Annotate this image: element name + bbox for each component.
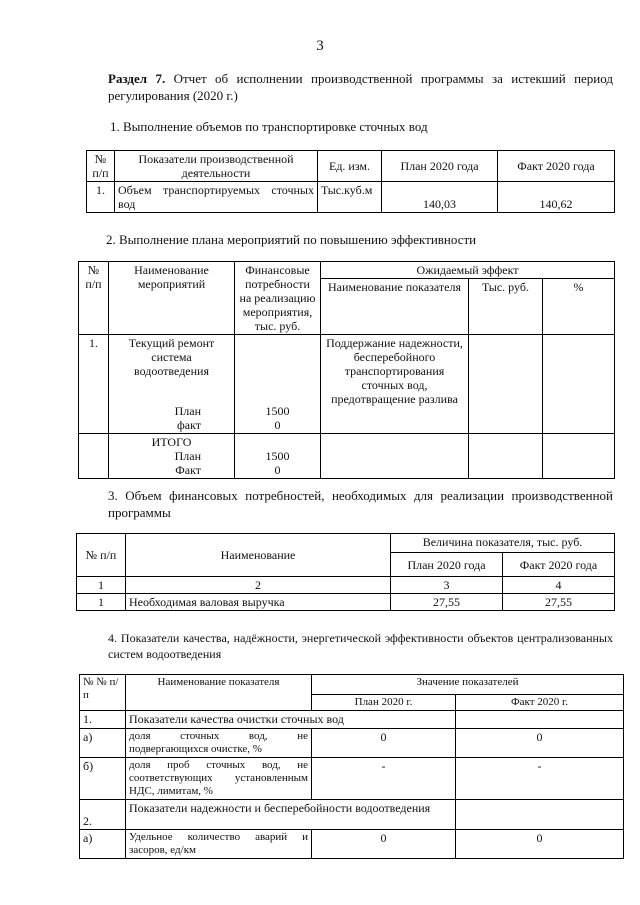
- t4-r3-name: доля проб сточных вод, не соответствующих установленным НДС, лимитам, %: [126, 758, 312, 800]
- t1-heading: 1. Выполнение объемов по транспортировке сточных вод: [110, 119, 428, 134]
- page-number: 3: [316, 38, 324, 54]
- section-title: [108, 70, 613, 104]
- t4-r5-name: Удельное количество аварий и засоров, ед/км: [126, 830, 312, 859]
- t4-r2-num: а): [80, 729, 126, 758]
- t1-h-num: № п/п: [87, 151, 115, 182]
- t2-total-fact-label: Факт: [175, 463, 201, 477]
- t2-r1-indicator: Поддержание надежности, бесперебойного транспортирования сточных вод, предотвращение разлива: [321, 335, 469, 434]
- t2-r1-fact-label: факт: [176, 418, 201, 432]
- t1-r-num: 1.: [87, 182, 115, 213]
- section-text: Отчет об исполнении производственной программы за истекший период регулирования (2020 г.): [108, 71, 614, 103]
- t1-r-fact: 140,62: [498, 182, 615, 213]
- t3-r-fact: 27,55: [503, 594, 615, 611]
- t1-table: [86, 150, 615, 213]
- t2-total-cell: [109, 434, 235, 479]
- t3-heading: 3. Объем финансовых потребностей, необходимых для реализации производственной программы: [108, 488, 613, 520]
- t3-idx-2: 2: [126, 577, 391, 594]
- t4-h-name: Наименование показателя: [126, 675, 312, 711]
- t3-r-plan: 27,55: [391, 594, 503, 611]
- t3-h-name: Наименование: [126, 534, 391, 577]
- t2-h-num: № п/п: [79, 262, 109, 335]
- t2-r1-plan-label: План: [174, 404, 201, 418]
- t4-r2-plan: 0: [312, 729, 456, 758]
- t2-h-percent: %: [543, 279, 615, 335]
- t3-h-fact: Факт 2020 года: [503, 553, 615, 577]
- t2-r1-thous: [469, 335, 543, 434]
- t2-total-label: ИТОГО: [151, 435, 192, 449]
- t4-r3-plan: -: [312, 758, 456, 800]
- t1-h-name: Показатели производственной деятельности: [115, 151, 318, 182]
- t2-r1-percent: [543, 335, 615, 434]
- t4-r4-fact: [456, 800, 624, 830]
- section-label: Раздел 7.: [108, 71, 166, 86]
- t3-table: [76, 533, 615, 611]
- t4-table: [79, 674, 624, 859]
- t2-r1-fin-cell: [235, 335, 321, 434]
- t4-heading: 4. Показатели качества, надёжности, энергетической эффективности объектов централизованных систем водоотведения: [108, 631, 613, 661]
- t3-h-num: № п/п: [77, 534, 126, 577]
- t2-total-num: [79, 434, 109, 479]
- t2-h-indicator: Наименование показателя: [321, 279, 469, 335]
- t4-h-plan: План 2020 г.: [312, 695, 456, 711]
- t4-r3-num: б): [80, 758, 126, 800]
- t2-r1-plan-value: 1500: [265, 404, 290, 418]
- t1-h-unit: Ед. изм.: [318, 151, 382, 182]
- t4-h-num: № № п/п: [80, 675, 126, 711]
- t3-r-name: Необходимая валовая выручка: [126, 594, 391, 611]
- t4-r3-fact: -: [456, 758, 624, 800]
- t4-r2-fact: 0: [456, 729, 624, 758]
- t1-h-plan: План 2020 года: [382, 151, 498, 182]
- t2-r1-fact-value: 0: [274, 418, 281, 432]
- t2-h-thous: Тыс. руб.: [469, 279, 543, 335]
- t2-r1-num: 1.: [79, 335, 109, 434]
- t3-h-plan: План 2020 года: [391, 553, 503, 577]
- t2-total-plan-label: План: [174, 449, 201, 463]
- t4-r5-num: а): [80, 830, 126, 859]
- t2-r1-name: Текущий ремонт система водоотведения: [128, 336, 215, 378]
- t2-table: [78, 261, 615, 479]
- t4-h-value: Значение показателей: [312, 675, 624, 695]
- t3-idx-1: 1: [77, 577, 126, 594]
- t1-h-fact: Факт 2020 года: [498, 151, 615, 182]
- t2-total-indicator: [321, 434, 469, 479]
- t1-r-unit: Тыс.куб.м: [318, 182, 382, 213]
- t1-r-name: Объем транспортируемых сточных вод: [115, 182, 318, 213]
- t4-r1-fact: [456, 711, 624, 729]
- t4-r1-num: 1.: [80, 711, 126, 729]
- t2-h-effect: Ожидаемый эффект: [321, 262, 615, 279]
- t2-h-name: Наименование мероприятий: [109, 262, 235, 335]
- t2-h-fin: Финансовые потребности на реализацию мероприятия, тыс. руб.: [235, 262, 321, 335]
- t4-r5-fact: 0: [456, 830, 624, 859]
- t2-heading: 2. Выполнение плана мероприятий по повышению эффективности: [106, 232, 477, 247]
- t3-h-value: Величина показателя, тыс. руб.: [391, 534, 615, 553]
- t4-r1-name: Показатели качества очистки сточных вод: [126, 711, 456, 729]
- t3-idx-3: 3: [391, 577, 503, 594]
- t1-r-plan: 140,03: [382, 182, 498, 213]
- t4-r2-name: доля сточных вод, не подвергающихся очистке, %: [126, 729, 312, 758]
- t2-total-fin-cell: [235, 434, 321, 479]
- t2-total-fact-value: 0: [274, 463, 281, 477]
- t2-total-percent: [543, 434, 615, 479]
- t4-r5-plan: 0: [312, 830, 456, 859]
- t2-r1-name-cell: [109, 335, 235, 434]
- t2-total-plan-value: 1500: [265, 449, 290, 463]
- t3-r-num: 1: [77, 594, 126, 611]
- t2-total-thous: [469, 434, 543, 479]
- t4-h-fact: Факт 2020 г.: [456, 695, 624, 711]
- t4-r4-name: Показатели надежности и бесперебойности водоотведения: [126, 800, 456, 830]
- t3-idx-4: 4: [503, 577, 615, 594]
- t4-r4-num: 2.: [80, 800, 126, 830]
